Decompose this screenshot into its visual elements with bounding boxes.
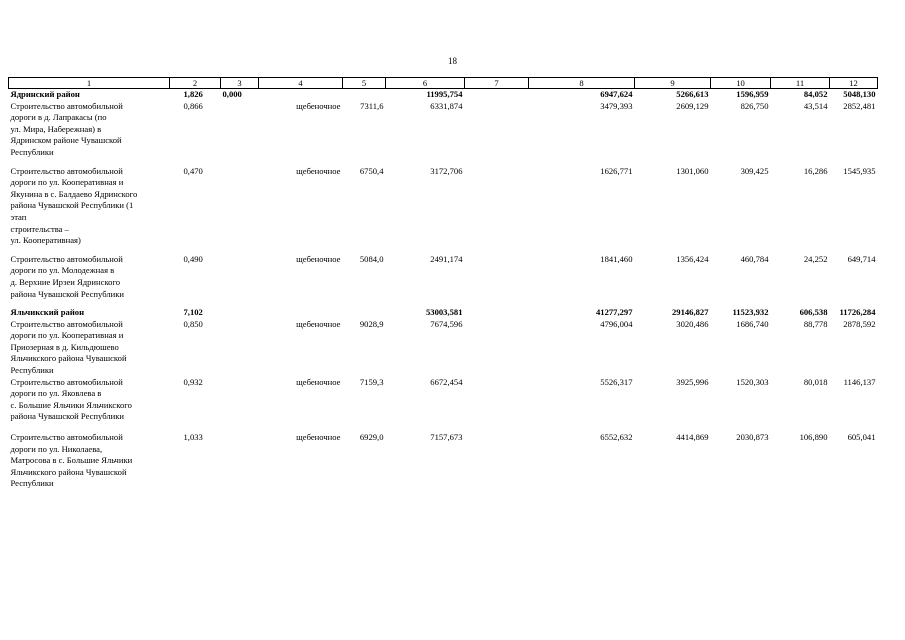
district-row — [9, 307, 878, 319]
district-name: Яльчикский район — [10, 307, 85, 318]
table-cell: 4414,869 — [676, 432, 709, 443]
column-header: 1 — [9, 78, 170, 89]
table-cell: 53003,581 — [425, 307, 463, 318]
table-cell: 5266,613 — [635, 89, 711, 101]
column-header: 4 — [259, 78, 343, 89]
table-cell — [221, 319, 259, 377]
project-name: Строительство автомобильной дороги в д. Лапракасы (по ул. Мира, Набережная) в Ядринском районе Чувашской Республики — [10, 100, 123, 157]
table-cell: 43,514 — [803, 100, 828, 111]
table-cell: 4796,004 — [600, 318, 633, 329]
table-cell: 6929,0 — [359, 432, 384, 443]
table-cell: 9028,9 — [359, 318, 384, 329]
table-cell: щебеночное — [296, 253, 341, 264]
table-cell: 1356,424 — [676, 253, 709, 264]
table-cell — [221, 377, 259, 432]
table-cell: 0,932 — [183, 376, 203, 387]
table-cell — [221, 254, 259, 307]
table-cell — [221, 432, 259, 490]
table-cell — [465, 319, 529, 377]
project-name: Строительство автомобильной дороги по ул. Николаева, Матросова в с. Большие Яльчики Яльчикского района Чувашской Республики — [10, 432, 133, 489]
table-cell — [221, 307, 259, 319]
table-cell — [465, 432, 529, 490]
table-cell: 11523,932 — [732, 307, 769, 318]
table-cell: 2609,129 — [676, 100, 709, 111]
table-cell: 6750,4 — [359, 165, 384, 176]
table-cell: 460,784 — [740, 253, 769, 264]
district-name: Ядринский район — [9, 89, 170, 101]
table-cell: 5084,0 — [359, 253, 384, 264]
table-row — [9, 101, 878, 166]
column-header: 2 — [170, 78, 221, 89]
table-cell: 0,470 — [183, 165, 203, 176]
column-header: 3 — [221, 78, 259, 89]
table-cell: 7159,3 — [359, 376, 384, 387]
table-cell — [465, 89, 529, 101]
column-header: 11 — [771, 78, 830, 89]
table-cell — [465, 254, 529, 307]
table-cell — [343, 307, 386, 319]
table-cell: 1146,137 — [843, 376, 876, 387]
road-construction-table — [8, 77, 878, 490]
column-header: 7 — [465, 78, 529, 89]
table-cell: 1301,060 — [676, 165, 709, 176]
column-header: 8 — [529, 78, 635, 89]
table-cell — [465, 166, 529, 254]
table-cell: 6672,454 — [430, 376, 463, 387]
table-row — [9, 166, 878, 254]
table-cell: 309,425 — [740, 165, 769, 176]
table-cell: 88,778 — [803, 318, 828, 329]
table-cell: 11995,754 — [386, 89, 465, 101]
table-cell: 16,286 — [803, 165, 828, 176]
table-cell: 6331,874 — [430, 100, 463, 111]
table-cell: 1,033 — [183, 432, 203, 443]
table-cell — [221, 166, 259, 254]
project-name: Строительство автомобильной дороги по ул. Кооперативная и Приозерная в д. Кильдюшево Яльчикского района Чувашской Республики — [10, 318, 127, 376]
table-cell: 3020,486 — [676, 318, 709, 329]
page-number: 18 — [448, 56, 457, 66]
table-cell: 3479,393 — [600, 100, 633, 111]
table-cell: щебеночное — [296, 376, 341, 387]
table-cell: 1686,740 — [736, 318, 769, 329]
table-row — [9, 254, 878, 307]
table-body — [9, 89, 878, 491]
table-row — [9, 319, 878, 377]
table-cell: 2878,592 — [843, 318, 876, 329]
table-cell: 605,041 — [847, 432, 876, 443]
district-row — [9, 89, 878, 101]
column-header: 9 — [635, 78, 711, 89]
project-name: Строительство автомобильной дороги по ул. Молодежная в д. Верхние Ирзеи Ядринского района Чувашской Республики — [10, 253, 125, 299]
column-header: 5 — [343, 78, 386, 89]
table-cell: 29146,827 — [671, 307, 709, 318]
table-cell: 2852,481 — [843, 100, 876, 111]
table-cell: 2030,873 — [736, 432, 769, 443]
table-cell: 7311,6 — [360, 100, 384, 111]
table-cell — [259, 307, 343, 319]
table-cell: 7,102 — [183, 307, 203, 318]
table-cell: 6947,624 — [529, 89, 635, 101]
table-cell — [221, 101, 259, 166]
table-cell: 7157,673 — [430, 432, 463, 443]
table-cell: 1520,303 — [736, 376, 769, 387]
table-cell — [259, 89, 343, 101]
table-row — [9, 432, 878, 490]
table-cell: 80,018 — [803, 376, 828, 387]
column-header: 6 — [386, 78, 465, 89]
table-row — [9, 377, 878, 432]
table-cell: 649,714 — [847, 253, 876, 264]
table-cell: 7674,596 — [430, 318, 463, 329]
table-cell: 6552,632 — [600, 432, 633, 443]
table-cell: щебеночное — [296, 165, 341, 176]
table-cell: 0,850 — [183, 318, 203, 329]
table-cell: 3172,706 — [430, 165, 463, 176]
table-cell: 606,538 — [799, 307, 828, 318]
table-cell: 826,750 — [740, 100, 769, 111]
table-cell: 2491,174 — [430, 253, 463, 264]
table-cell: щебеночное — [296, 100, 341, 111]
table-cell: 5048,130 — [830, 89, 878, 101]
table-cell — [465, 307, 529, 319]
table-cell: 1596,959 — [711, 89, 771, 101]
table-cell: 41277,297 — [595, 307, 633, 318]
table-cell: 1545,935 — [843, 165, 876, 176]
column-number-header-row — [9, 78, 878, 89]
table-cell: 1841,460 — [600, 253, 633, 264]
project-name: Строительство автомобильной дороги по ул. Яковлева в с. Большие Яльчики Яльчикского района Чувашской Республики — [10, 376, 132, 422]
table-cell: 11726,284 — [839, 307, 876, 318]
table-cell: 1,826 — [170, 89, 221, 101]
table-cell: щебеночное — [296, 318, 341, 329]
table-cell: 1626,771 — [600, 165, 633, 176]
table-cell: 3925,996 — [676, 376, 709, 387]
table-cell: 0,490 — [183, 253, 203, 264]
table-cell — [465, 377, 529, 432]
table-cell — [343, 89, 386, 101]
table-cell: щебеночное — [296, 432, 341, 443]
project-name: Строительство автомобильной дороги по ул. Кооперативная и Якунина в с. Балдаево Ядринского района Чувашской Республики (1 этап строительства – ул. Кооперативная) — [10, 165, 138, 246]
table-cell: 24,252 — [803, 253, 828, 264]
table-cell: 106,890 — [799, 432, 828, 443]
table-cell: 0,866 — [183, 100, 203, 111]
table-cell — [465, 101, 529, 166]
table-cell: 0,000 — [221, 89, 259, 101]
table-cell: 84,052 — [771, 89, 830, 101]
column-header: 12 — [830, 78, 878, 89]
column-header: 10 — [711, 78, 771, 89]
table-cell: 5526,317 — [600, 376, 633, 387]
